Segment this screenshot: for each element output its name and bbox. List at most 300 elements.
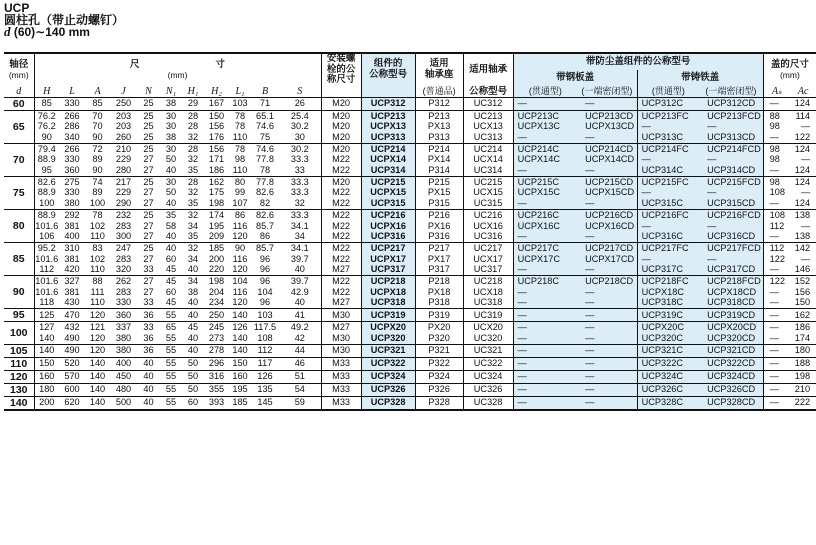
cell-value: 160 bbox=[39, 371, 55, 382]
cell-value: P328 bbox=[428, 397, 450, 408]
cell-value: — bbox=[517, 198, 527, 209]
bolt-size bbox=[321, 97, 361, 110]
cell-value: 85.7 bbox=[256, 220, 274, 231]
bearing-no bbox=[463, 370, 513, 383]
shaft-diameter: 140 bbox=[4, 396, 34, 410]
cell-value: 34 bbox=[187, 220, 199, 231]
dim-N bbox=[137, 344, 160, 357]
cell-value: UCP215CD bbox=[585, 176, 634, 187]
cell-value: 33.3 bbox=[290, 154, 309, 165]
cell-value: M27 bbox=[332, 297, 351, 308]
cell-value: 124 bbox=[794, 143, 811, 154]
dim-B bbox=[251, 242, 279, 275]
unit-no bbox=[361, 357, 415, 370]
cover-Ac bbox=[790, 344, 816, 357]
cell-value: 156 bbox=[208, 121, 225, 132]
steel-closed-no bbox=[577, 143, 637, 176]
cell-value: UCP215C bbox=[517, 176, 559, 187]
cell-value: 174 bbox=[208, 209, 225, 220]
cell-value: UCPX18 bbox=[370, 286, 406, 297]
cell-value: — bbox=[769, 371, 779, 382]
dim-J bbox=[110, 357, 137, 370]
dim-A bbox=[85, 370, 110, 383]
cell-value: 116 bbox=[232, 253, 248, 264]
sym-H1: H₁ bbox=[182, 86, 204, 98]
sym-N: N bbox=[137, 86, 160, 98]
steel-closed-no bbox=[577, 344, 637, 357]
cell-value: 145 bbox=[257, 397, 273, 408]
cell-value: M27 bbox=[332, 322, 351, 333]
cell-value: 34 bbox=[187, 253, 199, 264]
cell-value: UCP312CD bbox=[707, 98, 756, 109]
cell-value: 337 bbox=[115, 322, 132, 333]
cell-value: — bbox=[769, 358, 779, 369]
cell-value: 89 bbox=[92, 187, 103, 198]
cell-value: 217 bbox=[115, 176, 132, 187]
cell-value: 124 bbox=[794, 176, 811, 187]
cell-value: UCP322 bbox=[370, 358, 406, 369]
cell-value: 120 bbox=[232, 231, 248, 242]
steel-through-no bbox=[513, 357, 577, 370]
col-shaft: 轴径 (mm) bbox=[4, 53, 34, 86]
cell-value: UCP324CD bbox=[707, 371, 756, 382]
dim-N1 bbox=[160, 357, 182, 370]
cell-value: 420 bbox=[64, 264, 80, 275]
cell-value: UCP321C bbox=[641, 345, 683, 356]
cell-value: UC313 bbox=[473, 131, 503, 142]
dim-B bbox=[251, 97, 279, 110]
cell-value: 44 bbox=[294, 345, 305, 356]
cell-value: UCP316 bbox=[370, 231, 406, 242]
table-row bbox=[4, 357, 816, 370]
cell-value: 40 bbox=[165, 242, 177, 253]
cell-value: 104 bbox=[257, 286, 273, 297]
dim-N bbox=[137, 176, 160, 209]
cast-closed-no bbox=[699, 322, 763, 344]
bearing-no bbox=[463, 276, 513, 309]
cell-value: UCX18 bbox=[473, 286, 503, 297]
dim-H2 bbox=[204, 110, 229, 143]
cell-value: — bbox=[769, 397, 779, 408]
cell-value: 82.6 bbox=[256, 209, 274, 220]
cell-value: 340 bbox=[64, 131, 80, 142]
dim-H2 bbox=[204, 242, 229, 275]
cell-value: UCP312C bbox=[641, 98, 683, 109]
shaft-diameter: 80 bbox=[4, 209, 34, 242]
cell-value: 98 bbox=[234, 154, 246, 165]
cell-value: — bbox=[707, 187, 717, 198]
cell-value: 138 bbox=[794, 209, 811, 220]
housing-no bbox=[415, 176, 463, 209]
cell-value: 490 bbox=[64, 345, 80, 356]
dim-B bbox=[251, 357, 279, 370]
dim-H bbox=[34, 357, 59, 370]
dim-S bbox=[279, 209, 321, 242]
cell-value: P216 bbox=[428, 209, 450, 220]
cover-Ac bbox=[790, 97, 816, 110]
dim-A bbox=[85, 176, 110, 209]
cell-value: 27 bbox=[143, 286, 154, 297]
dim-L bbox=[59, 176, 85, 209]
cell-value: 90 bbox=[234, 242, 246, 253]
col-cast-iron: 带铸铁盖 bbox=[637, 70, 763, 86]
cell-value: 330 bbox=[115, 297, 132, 308]
dim-N1 bbox=[160, 176, 182, 209]
cell-value: 90 bbox=[92, 165, 103, 176]
cell-value: 60 bbox=[187, 397, 199, 408]
cell-value: M22 bbox=[332, 276, 351, 287]
cell-value: — bbox=[800, 220, 811, 231]
cell-value: 250 bbox=[115, 98, 132, 109]
cell-value: 74.6 bbox=[256, 121, 274, 132]
series-title: UCP bbox=[4, 1, 30, 15]
bolt-size bbox=[321, 276, 361, 309]
cell-value: 400 bbox=[115, 358, 132, 369]
dim-L bbox=[59, 344, 85, 357]
cell-value: 110 bbox=[90, 264, 105, 275]
cell-value: 38 bbox=[187, 286, 199, 297]
dim-J bbox=[110, 209, 137, 242]
cell-value: UC217 bbox=[473, 242, 503, 253]
bearing-no bbox=[463, 176, 513, 209]
cell-value: 430 bbox=[64, 297, 80, 308]
cell-value: UCP315CD bbox=[707, 198, 756, 209]
cell-value: 204 bbox=[208, 286, 225, 297]
cell-value: 30 bbox=[165, 176, 177, 187]
cell-value: 70 bbox=[92, 110, 103, 121]
cell-value: M33 bbox=[332, 384, 351, 395]
dim-N1 bbox=[160, 276, 182, 309]
cell-value: UCP215FCD bbox=[707, 176, 761, 187]
cell-value: 26 bbox=[294, 98, 305, 109]
cell-value: — bbox=[769, 198, 779, 209]
cell-value: 27 bbox=[143, 154, 154, 165]
cell-value: 127 bbox=[39, 322, 55, 333]
cell-value: UCPX16CD bbox=[585, 220, 635, 231]
dim-L1 bbox=[229, 357, 251, 370]
cell-value: M22 bbox=[332, 154, 351, 165]
dim-N bbox=[137, 322, 160, 344]
cell-value: 222 bbox=[794, 397, 811, 408]
steel-closed-no bbox=[577, 322, 637, 344]
cell-value: UCPX17C bbox=[517, 253, 560, 264]
cell-value: 34.1 bbox=[290, 242, 309, 253]
cell-value: M20 bbox=[332, 98, 351, 109]
cell-value: 33 bbox=[143, 322, 154, 333]
cell-value: UCP214FC bbox=[641, 143, 689, 154]
cell-value: 27 bbox=[143, 276, 154, 287]
cell-value: UCP328C bbox=[641, 397, 683, 408]
cell-value: 65 bbox=[165, 322, 177, 333]
sym-L1: L₁ bbox=[229, 86, 251, 98]
cell-value: 79.4 bbox=[37, 143, 56, 154]
cell-value: 432 bbox=[64, 322, 80, 333]
unit-no bbox=[361, 209, 415, 242]
cast-through-no bbox=[637, 242, 699, 275]
bolt-size bbox=[321, 209, 361, 242]
cell-value: 25 bbox=[143, 143, 154, 154]
dim-N bbox=[137, 276, 160, 309]
cell-value: UCP216FC bbox=[641, 209, 689, 220]
col-bolt: 安装螺 栓的公 称尺寸 bbox=[321, 53, 361, 86]
unit-no bbox=[361, 97, 415, 110]
cell-value: 30.2 bbox=[290, 143, 309, 154]
cell-value: 25 bbox=[143, 110, 154, 121]
dim-H1 bbox=[182, 209, 204, 242]
cell-value: UCP324C bbox=[641, 371, 683, 382]
cell-value: M22 bbox=[332, 220, 351, 231]
col-dust-cover: 带防尘盖组件的公称型号 bbox=[513, 53, 763, 70]
cell-value: M30 bbox=[332, 332, 351, 343]
cell-value: 55 bbox=[165, 371, 177, 382]
cell-value: 381 bbox=[64, 286, 80, 297]
cell-value: — bbox=[517, 286, 527, 297]
cast-through-no bbox=[637, 344, 699, 357]
cell-value: UC322 bbox=[473, 358, 503, 369]
cell-value: UCPX18CD bbox=[707, 286, 757, 297]
dim-H2 bbox=[204, 176, 229, 209]
cell-value: 30 bbox=[165, 143, 177, 154]
dim-L1 bbox=[229, 242, 251, 275]
sym-N1: N₁ bbox=[160, 86, 182, 98]
cell-value: UCP213FCD bbox=[707, 110, 761, 121]
cell-value: — bbox=[585, 264, 595, 275]
cell-value: 29 bbox=[187, 98, 199, 109]
table-row bbox=[4, 242, 816, 275]
cell-value: 41 bbox=[294, 309, 305, 320]
cell-value: UCX15 bbox=[473, 187, 503, 198]
cell-value: 330 bbox=[64, 187, 80, 198]
cell-value: 175 bbox=[208, 187, 225, 198]
cell-value: M20 bbox=[332, 131, 351, 142]
cell-value: UCP216 bbox=[370, 209, 406, 220]
cell-value: 55 bbox=[165, 358, 177, 369]
cell-value: 490 bbox=[64, 332, 80, 343]
cell-value: UCP217CD bbox=[585, 242, 634, 253]
cell-value: 140 bbox=[89, 384, 106, 395]
dim-H1 bbox=[182, 110, 204, 143]
cell-value: 180 bbox=[794, 345, 811, 356]
cell-value: 32 bbox=[294, 198, 305, 209]
cell-value: UC328 bbox=[473, 397, 503, 408]
shaft-diameter: 85 bbox=[4, 242, 34, 275]
cell-value: — bbox=[769, 322, 779, 333]
cell-value: — bbox=[585, 384, 595, 395]
cast-through-no bbox=[637, 176, 699, 209]
table-row bbox=[4, 309, 816, 322]
cell-value: — bbox=[769, 297, 779, 308]
cell-value: 380 bbox=[115, 345, 132, 356]
cell-value: 50 bbox=[187, 384, 199, 395]
cover-As bbox=[763, 357, 790, 370]
col-steel-plate: 带钢板盖 bbox=[513, 70, 637, 86]
cell-value: 186 bbox=[794, 322, 811, 333]
cell-value: 35 bbox=[165, 209, 177, 220]
cell-value: UCPX17CD bbox=[585, 253, 635, 264]
cell-value: UCP328 bbox=[370, 397, 406, 408]
dim-L1 bbox=[229, 110, 251, 143]
bearing-no bbox=[463, 209, 513, 242]
shaft-diameter: 105 bbox=[4, 344, 34, 357]
dim-J bbox=[110, 110, 137, 143]
dim-S bbox=[279, 396, 321, 410]
sym-H2: H₂ bbox=[204, 86, 229, 98]
cell-value: 72 bbox=[92, 143, 103, 154]
cell-value: 234 bbox=[208, 297, 225, 308]
cell-value: P217 bbox=[428, 242, 450, 253]
cell-value: 188 bbox=[794, 358, 811, 369]
cell-value: — bbox=[800, 187, 811, 198]
dim-L bbox=[59, 383, 85, 396]
steel-closed-no bbox=[577, 383, 637, 396]
cell-value: UCP320C bbox=[641, 332, 683, 343]
dim-H2 bbox=[204, 309, 229, 322]
cell-value: 98 bbox=[769, 143, 780, 154]
cell-value: P315 bbox=[428, 198, 450, 209]
cell-value: M20 bbox=[332, 110, 351, 121]
cell-value: — bbox=[517, 297, 527, 308]
cell-value: 110 bbox=[90, 297, 105, 308]
cell-value: UCP318C bbox=[641, 297, 683, 308]
cell-value: UCX14 bbox=[473, 154, 503, 165]
cell-value: 27 bbox=[143, 253, 154, 264]
dim-H bbox=[34, 276, 59, 309]
dim-A bbox=[85, 97, 110, 110]
dim-N1 bbox=[160, 370, 182, 383]
cell-value: UCP312 bbox=[370, 98, 406, 109]
cell-value: 108 bbox=[769, 187, 785, 198]
steel-through-no bbox=[513, 176, 577, 209]
cell-value: 600 bbox=[64, 384, 80, 395]
dim-L bbox=[59, 242, 85, 275]
cell-value: 120 bbox=[89, 332, 106, 343]
cell-value: 85.7 bbox=[256, 242, 274, 253]
dim-S bbox=[279, 357, 321, 370]
sym-d: d bbox=[4, 86, 34, 98]
dim-S bbox=[279, 242, 321, 275]
cell-value: — bbox=[585, 322, 595, 333]
cell-value: 162 bbox=[208, 176, 225, 187]
dim-N bbox=[137, 383, 160, 396]
housing-no bbox=[415, 97, 463, 110]
cover-Ac bbox=[790, 309, 816, 322]
table-row bbox=[4, 370, 816, 383]
series-subtitle: 圆柱孔（带止动螺钉） bbox=[4, 13, 125, 27]
cell-value: 33.3 bbox=[290, 187, 309, 198]
dim-B bbox=[251, 209, 279, 242]
shaft-diameter: 120 bbox=[4, 370, 34, 383]
cell-value: 45 bbox=[165, 264, 177, 275]
cell-value: 262 bbox=[115, 276, 132, 287]
cell-value: 124 bbox=[794, 198, 811, 209]
cell-value: UCX16 bbox=[473, 220, 503, 231]
cover-As bbox=[763, 370, 790, 383]
cell-value: 107 bbox=[232, 198, 248, 209]
dim-A bbox=[85, 357, 110, 370]
cell-value: M20 bbox=[332, 143, 351, 154]
cell-value: PX16 bbox=[427, 220, 451, 231]
cell-value: UCPX13 bbox=[370, 121, 406, 132]
cell-value: 185 bbox=[232, 397, 248, 408]
dim-H2 bbox=[204, 396, 229, 410]
cell-value: 247 bbox=[115, 242, 132, 253]
cell-value: 25 bbox=[143, 242, 154, 253]
dim-A bbox=[85, 242, 110, 275]
cell-value: 140 bbox=[89, 397, 106, 408]
cell-value: 78 bbox=[234, 143, 246, 154]
dim-H bbox=[34, 143, 59, 176]
dim-L bbox=[59, 97, 85, 110]
cell-value: P321 bbox=[428, 345, 450, 356]
cast-through-no bbox=[637, 383, 699, 396]
cell-value: 80 bbox=[234, 176, 246, 187]
dim-J bbox=[110, 396, 137, 410]
cell-value: 286 bbox=[64, 121, 80, 132]
cell-value: 355 bbox=[208, 384, 225, 395]
dim-B bbox=[251, 309, 279, 322]
dim-H1 bbox=[182, 357, 204, 370]
col-housing: 适用 轴承座 bbox=[415, 53, 463, 86]
unit-no bbox=[361, 370, 415, 383]
cell-value: 40 bbox=[294, 297, 305, 308]
cell-value: 27 bbox=[143, 187, 154, 198]
cell-value: UCP218FC bbox=[641, 276, 689, 287]
sym-As: Aₛ bbox=[763, 86, 790, 98]
cell-value: 106 bbox=[39, 231, 55, 242]
dim-A bbox=[85, 344, 110, 357]
cell-value: 330 bbox=[64, 98, 80, 109]
cell-value: UCP326 bbox=[370, 384, 406, 395]
cell-value: UC213 bbox=[473, 110, 503, 121]
cell-value: 380 bbox=[64, 198, 80, 209]
cell-value: 122 bbox=[769, 253, 785, 264]
cover-As bbox=[763, 242, 790, 275]
dim-H1 bbox=[182, 396, 204, 410]
cell-value: 203 bbox=[115, 121, 132, 132]
page-header bbox=[4, 2, 124, 38]
cell-value: 76.2 bbox=[37, 110, 56, 121]
unit-no bbox=[361, 396, 415, 410]
cell-value: 27 bbox=[143, 165, 154, 176]
table-row bbox=[4, 209, 816, 242]
cast-closed-no bbox=[699, 383, 763, 396]
cell-value: 27 bbox=[143, 198, 154, 209]
cell-value: — bbox=[585, 231, 595, 242]
unit-no bbox=[361, 242, 415, 275]
cover-Ac bbox=[790, 110, 816, 143]
dim-N1 bbox=[160, 143, 182, 176]
cell-value: M30 bbox=[332, 309, 351, 320]
cell-value: 40 bbox=[187, 264, 199, 275]
cell-value: 195 bbox=[232, 384, 248, 395]
cell-value: 150 bbox=[232, 358, 248, 369]
cell-value: 96 bbox=[259, 297, 271, 308]
cell-value: 167 bbox=[208, 98, 225, 109]
cell-value: UCPX17 bbox=[370, 253, 406, 264]
cell-value: 74 bbox=[92, 176, 103, 187]
dim-L1 bbox=[229, 309, 251, 322]
dim-B bbox=[251, 383, 279, 396]
cast-closed-no bbox=[699, 110, 763, 143]
cell-value: 100 bbox=[39, 198, 55, 209]
cover-Ac bbox=[790, 370, 816, 383]
cell-value: 275 bbox=[64, 176, 80, 187]
cell-value: UCP218C bbox=[517, 276, 559, 287]
cell-value: 200 bbox=[208, 253, 225, 264]
cell-value: UCP217 bbox=[370, 242, 406, 253]
cell-value: 28 bbox=[187, 176, 199, 187]
cast-closed-no bbox=[699, 396, 763, 410]
